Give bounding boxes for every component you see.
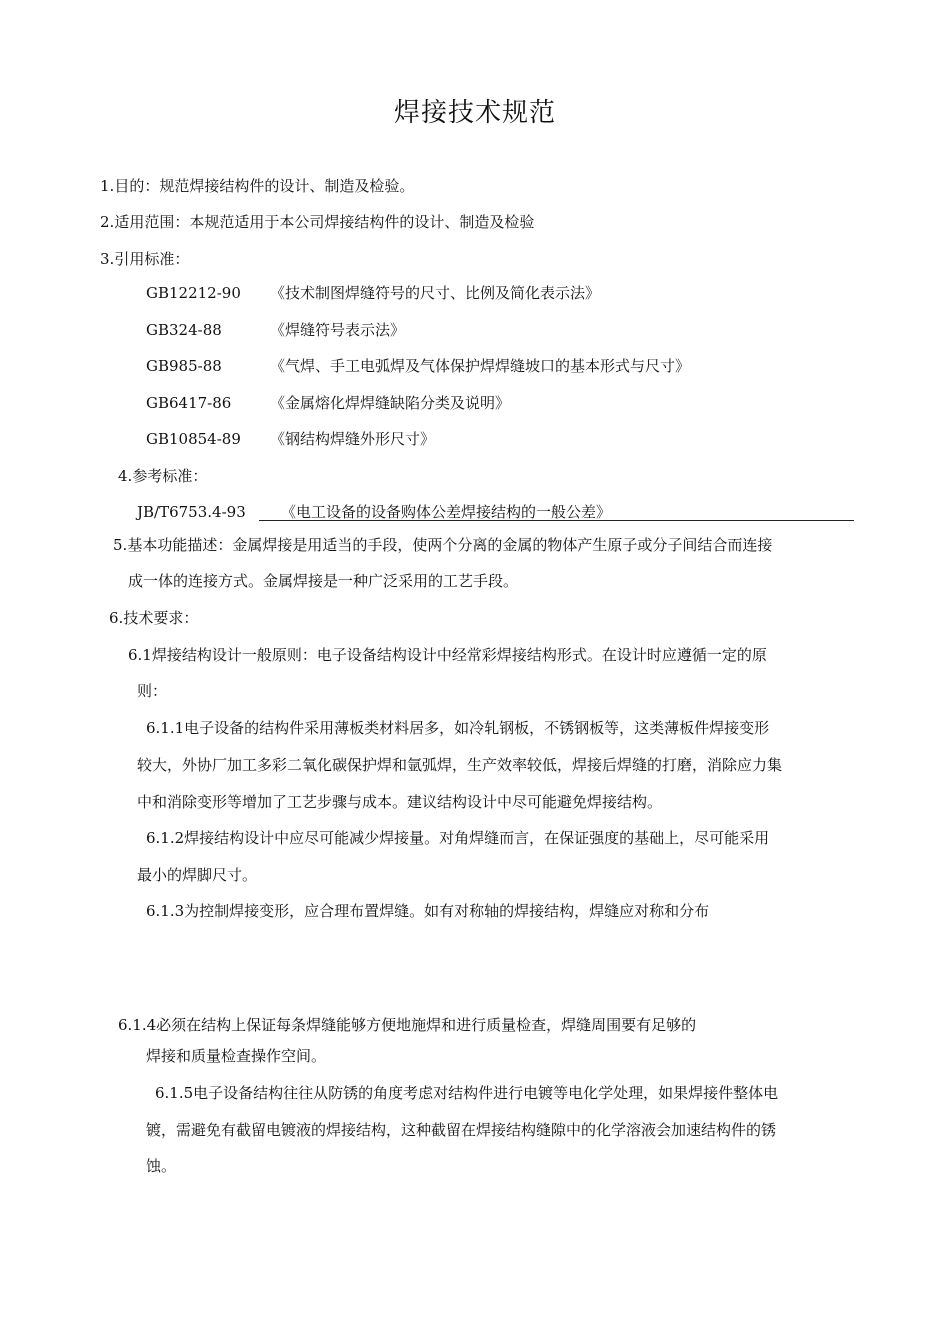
section-5 [113,535,772,555]
paragraph-text: 必须在结构上保证每条焊缝能够方便地施焊和进行质量检查，焊缝周围要有足够的 [156,1016,697,1034]
standard-item [146,320,405,340]
standard-name: 《钢结构焊缝外形尺寸》 [270,430,436,448]
section-number: 4. [118,467,133,485]
paragraph-6-1-1-line-3: 中和消除变形等增加了工艺步骤与成本。建议结构设计中尽可能避免焊接结构。 [137,793,663,811]
standard-name: 《技术制图焊缝符号的尺寸、比例及简化表示法》 [270,284,601,302]
standard-item [146,393,510,413]
paragraph-text: 焊接结构设计中应尽可能减少焊接量。对角焊缝而言，在保证强度的基础上，尽可能采用 [184,829,770,847]
reference-underline [259,520,854,521]
standard-name: 《焊缝符号表示法》 [270,321,406,339]
standard-name: 《气焊、手工电弧焊及气体保护焊焊缝坡口的基本形式与尺寸》 [270,357,691,375]
paragraph-6-1-5-line-3: 蚀。 [146,1157,177,1175]
paragraph-number: 6.1 [128,646,152,664]
section-6 [109,608,198,628]
paragraph-6-1-3 [146,901,709,921]
reference-name: 《电工设备的设备购体公差焊接结构的一般公差》 [281,503,612,521]
paragraph-6-1-continuation: 则： [137,682,168,700]
section-number: 6. [109,609,124,627]
paragraph-text: 焊接结构设计一般原则：电子设备结构设计中经常彩焊接结构形式。在设计时应遵循一定的原 [151,646,767,664]
standard-name: 《金属熔化焊焊缝缺陷分类及说明》 [270,394,511,412]
reference-standard [137,502,611,522]
reference-code: JB/T6753.4-93 [137,503,246,521]
standard-code: GB985-88 [146,357,222,375]
paragraph-number: 6.1.1 [146,719,185,737]
section-3 [100,249,189,269]
page-title: 焊接技术规范 [393,98,556,128]
section-text: 基本功能描述：金属焊接是用适当的手段，使两个分离的金属的物体产生原子或分子间结合而连接 [127,536,773,554]
standard-item [146,283,600,303]
paragraph-text: 为控制焊接变形，应合理布置焊缝。如有对称轴的焊接结构，焊缝应对称和分布 [184,902,710,920]
section-5-continuation: 成一体的连接方式。金属焊接是一种广泛采用的工艺手段。 [128,572,519,590]
section-text: 参考标准： [132,467,208,485]
standard-code: GB6417-86 [146,394,232,412]
paragraph-6-1-2 [146,828,769,848]
paragraph-6-1-1-line-2: 较大，外协厂加工多彩二氧化碳保护焊和氩弧焊，生产效率较低，焊接后焊缝的打磨，消除应力集 [137,756,783,774]
paragraph-text: 电子设备的结构件采用薄板类材料居多，如冷轧钢板，不锈钢板等，这类薄板件焊接变形 [184,719,770,737]
paragraph-number: 6.1.5 [155,1084,194,1102]
section-4 [118,466,207,486]
paragraph-number: 6.1.3 [146,902,185,920]
paragraph-6-1-5-line-2: 镀，需避免有截留电镀液的焊接结构，这种截留在焊接结构缝隙中的化学溶液会加速结构件的锈 [146,1121,777,1139]
paragraph-6-1-2-line-2: 最小的焊脚尺寸。 [137,866,258,884]
paragraph-6-1-5 [155,1083,778,1103]
standard-code: GB12212-90 [146,284,241,302]
standard-item [146,429,435,449]
paragraph-number: 6.1.2 [146,829,185,847]
paragraph-6-1-1 [146,718,769,738]
paragraph-6-1 [128,645,767,665]
paragraph-number: 6.1.4 [118,1016,157,1034]
section-text: 引用标准： [114,250,190,268]
paragraph-6-1-4-line-2: 焊接和质量检查操作空间。 [146,1047,327,1065]
paragraph-6-1-4 [118,1015,696,1035]
section-number: 1. [100,177,115,195]
section-number: 2. [100,213,115,231]
section-text: 目的：规范焊接结构件的设计、制造及检验。 [114,177,415,195]
section-number: 3. [100,250,115,268]
standard-item [146,356,690,376]
standard-code: GB324-88 [146,321,222,339]
section-1 [100,176,414,196]
section-number: 5. [113,536,128,554]
paragraph-text: 电子设备结构往往从防锈的角度考虑对结构件进行电镀等电化学处理，如果焊接件整体电 [193,1084,779,1102]
section-text: 适用范围：本规范适用于本公司焊接结构件的设计、制造及检验 [114,213,535,231]
standard-code: GB10854-89 [146,430,241,448]
section-2 [100,212,534,232]
section-text: 技术要求： [123,609,199,627]
